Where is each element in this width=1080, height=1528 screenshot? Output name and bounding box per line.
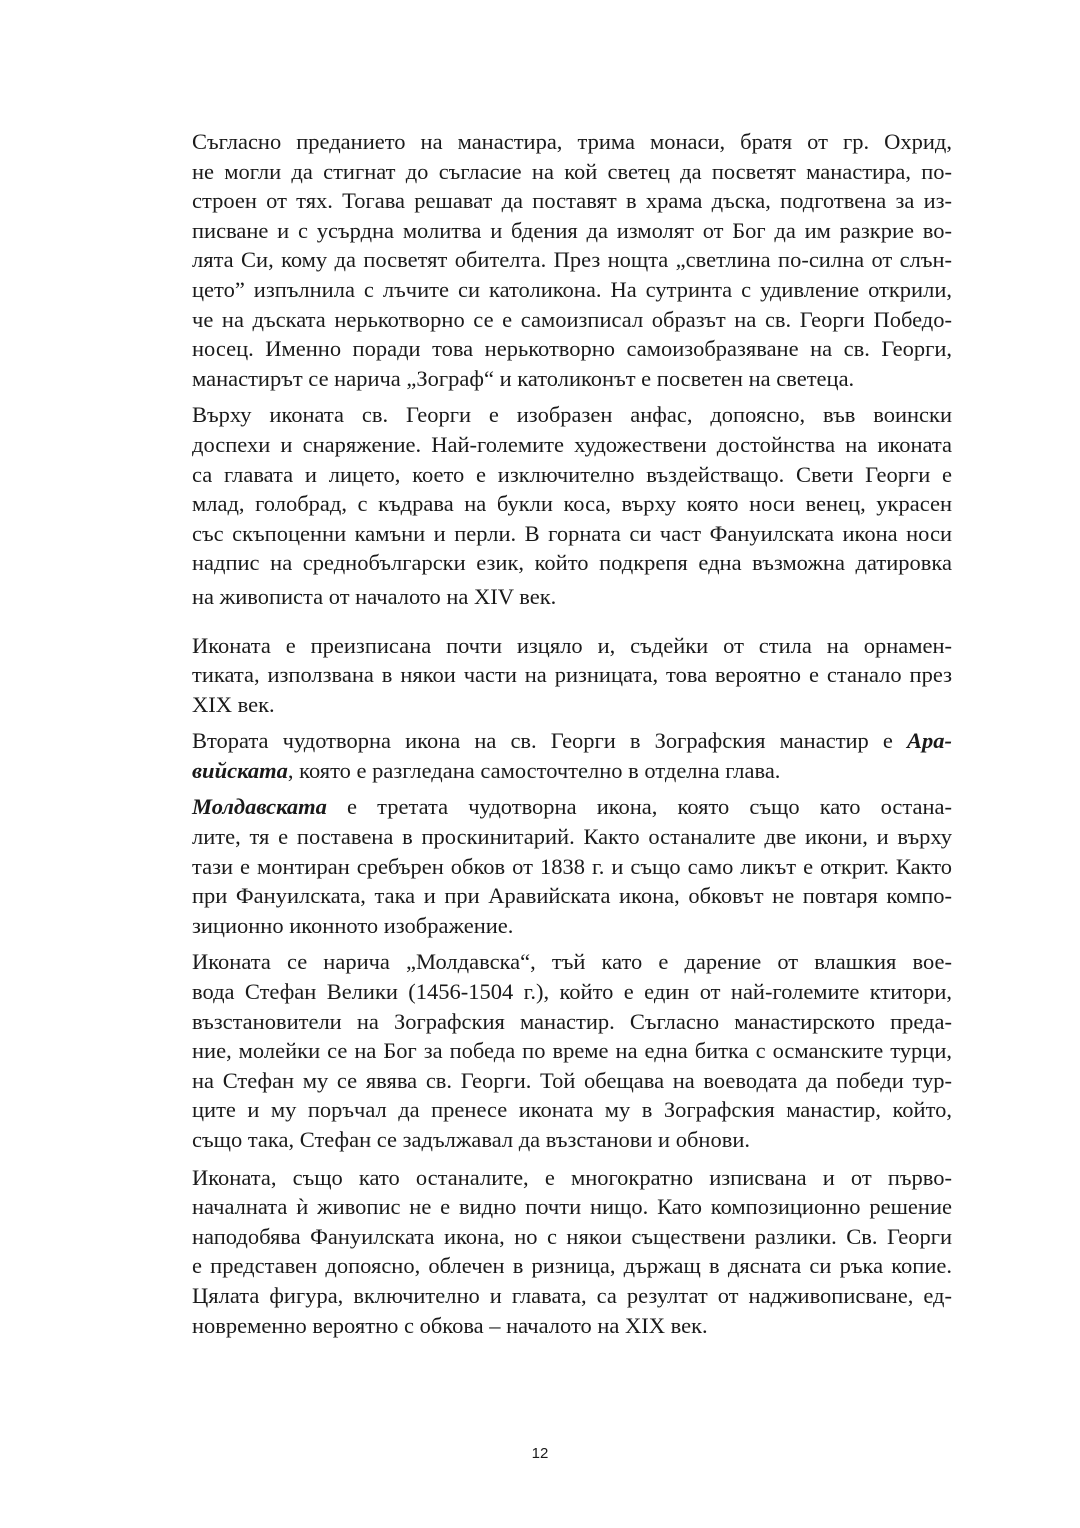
text-line: Съгласно преданието на манастира, трима монаси, братя от гр. Охрид,: [192, 129, 952, 154]
text-line: началната ѝ живопис не е видно почти нищо. Като композиционно решение: [192, 1194, 952, 1220]
paragraph-repainting: [130, 631, 952, 720]
page-body: [130, 127, 952, 1340]
page-number: 12: [531, 1445, 549, 1462]
text-line: ците и му поръчал да пренесе иконата му в Зографския манастир, който,: [192, 1097, 952, 1123]
text-line: са главата и лицето, което е изключително въздействащо. Свети Георги е: [192, 461, 952, 487]
text-line: строен от тях. Тогава решават да поставят в храма дъска, подготвена за из-: [192, 188, 952, 214]
text-line: Цялата фигура, включително и главата, са резултат от надживописване, ед-: [192, 1282, 952, 1308]
text-line: тази е монтиран сребърен обков от 1838 г. и също само ликът е открит. Както: [192, 853, 952, 879]
text-line: цето” изпълнила с лъчите си католикона. На сутринта с удивление открили,: [192, 276, 952, 302]
text-run: Втората чудотворна икона на св. Георги в Зографския манастир е: [192, 728, 907, 754]
text-line: [130, 726, 952, 756]
text-line: е представен допоясно, облечен в ризница, държащ в дясната си ръка копие.: [192, 1253, 952, 1279]
text-line: Иконата, също като останалите, е многократно изписвана и от първо-: [192, 1164, 952, 1190]
text-line: Иконата се нарича „Молдавска“, тъй като е дарение от влашкия вое-: [192, 949, 952, 975]
text-line: не могли да стигнат до съгласие на кой светец да посветят манастира, по-: [192, 158, 952, 184]
bold-italic-term: Ара-: [907, 728, 952, 754]
paragraph-icon-description: [130, 400, 952, 611]
paragraph-moldavian-icon: [130, 792, 952, 940]
text-line: новременно вероятно с обкова – началото на XIX век.: [192, 1312, 708, 1338]
text-line: лята Си, кому да посветят обителта. През нощта „светлина по-силна от слън-: [192, 247, 952, 273]
text-run: , която е разгледана самосточтелно в отделна глава.: [287, 757, 781, 783]
text-line: ние, молейки се на Бог за победа по време на една битка с османските турци,: [192, 1038, 952, 1064]
text-line: Върху иконата св. Георги е изобразен анфас, допоясно, във воински: [192, 402, 952, 428]
text-line: писване и с усърдна молитва и бдения да измолят от Бог да им разкрие во-: [192, 217, 952, 243]
paragraph-legend: [130, 127, 952, 393]
text-line: тиката, използвана в някои части на ризницата, това вероятно е станало през: [192, 662, 952, 688]
text-run: е третата чудотворна икона, която също като останa-: [326, 794, 952, 820]
paragraph-moldavian-composition: [130, 1163, 952, 1341]
paragraph-arabian-icon: [130, 726, 952, 785]
text-line: XIX век.: [192, 691, 275, 717]
text-line: че на дъската нерькотворно се е самоизписал образът на св. Георги Победо-: [192, 306, 952, 332]
text-line: вода Стефан Велики (1456-1504 г.), който е един от най-големите ктитори,: [192, 979, 952, 1005]
text-line: доспехи и снаряжение. Най-големите художествени достойнства на иконата: [192, 431, 952, 457]
text-line: със скъпоценни камъни и перли. В горната си част Фануилската икона носи: [192, 520, 952, 546]
text-line: манастирът се нарича „Зограф“ и католиконът е посветен на светеца.: [192, 365, 855, 391]
text-line: носец. Именно поради това нерькотворно самоизобразяване на св. Георги,: [192, 336, 952, 362]
bold-italic-term: Молдавската: [192, 794, 327, 820]
text-line: възстановители на Зографския манастир. Съгласно манастирското преда-: [192, 1008, 952, 1034]
text-line: на Стефан му се явява св. Георги. Той обещава на воеводата да победи тур-: [192, 1067, 952, 1093]
text-line: при Фануилската, така и при Аравийската икона, обковът не повтаря компо-: [192, 883, 952, 909]
bold-italic-term: вийската: [192, 757, 288, 783]
text-line: наподобява Фануилската икона, но с някои съществени разлики. Св. Георги: [192, 1223, 952, 1249]
text-line: [130, 756, 952, 786]
text-line: Иконата е преизписана почти изцяло и, съдейки от стила на орнамен-: [192, 632, 952, 658]
text-line: млад, голобрад, с къдрава на букли коса, върху която носи венец, украсен: [192, 491, 952, 517]
paragraph-moldavian-origin: [130, 947, 952, 1154]
text-line: надпис на среднобългарски език, който подкрепя една възможна датировка: [192, 550, 952, 576]
text-line: лите, тя е поставена в проскинитарий. Както останалите две икони, и върху: [192, 824, 952, 850]
text-line: също така, Стефан се задължавал да възстанови и обнови.: [192, 1127, 750, 1152]
text-line: на живописта от началото на XIV век.: [192, 583, 557, 609]
text-line: [130, 792, 952, 822]
text-line: зиционно иконното изображение.: [192, 912, 514, 938]
